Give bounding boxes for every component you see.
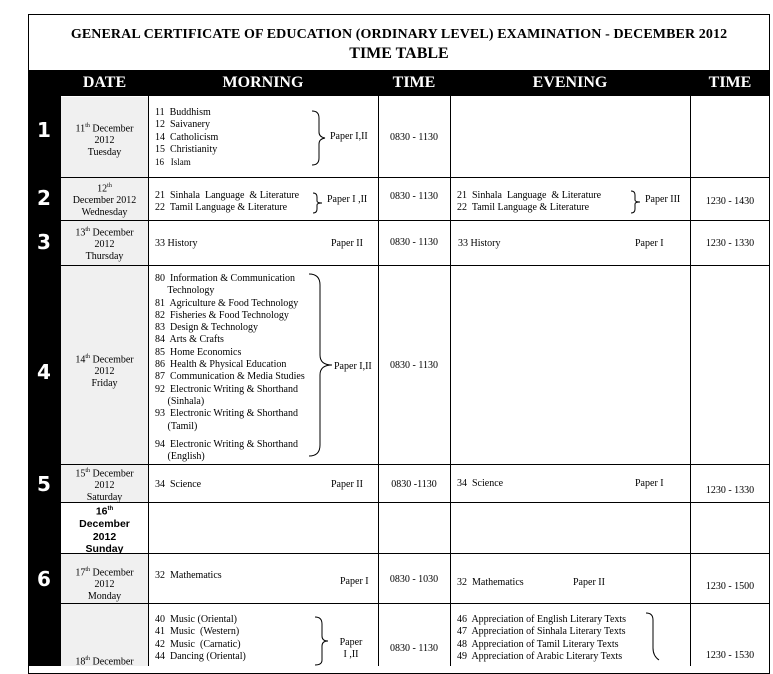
row-number: 5	[37, 472, 51, 496]
brace	[314, 616, 334, 666]
header-evening: EVENING	[532, 74, 608, 91]
paper-label: Paper II	[573, 577, 605, 588]
exam-time: 0830 - 1130	[390, 237, 438, 248]
header-evening-time: TIME	[708, 74, 752, 91]
row-number: 6	[37, 567, 51, 591]
subject-list: 40 Music (Oriental) 41 Music (Western) 42 Music (Carnatic) 44 Dancing (Oriental)	[155, 614, 246, 662]
date-cell: 13th December 2012 Thursday	[75, 227, 134, 263]
exam-time: 0830 - 1130	[390, 132, 438, 143]
date-cell: 15th December 2012 Saturday	[75, 468, 134, 504]
subject-item: 33 History	[458, 238, 501, 249]
exam-time: 1230 - 1330	[705, 485, 755, 496]
subject-list: 46 Appreciation of English Literary Texts 47 Appreciation of Sinhala Literary Texts 48 Appreciation of Tamil Literary Texts 49 Appreciation of Arabic Literary Texts	[457, 614, 627, 662]
subject-list: 80 Information & Communication Technology 81 Agriculture & Food Technology 82 Fisheries & Food Technology 83 Design & Technology 84 Arts & Crafts 85 Home Economics 86 Health & Physical Education 87 Communication & Media Studies 92 Electronic Writing & Shorthand (Sinhala) 93 Electronic Writing & Shorthand (Tamil) 94 Electronic Writing & Shorthand (English)	[155, 273, 305, 463]
row-number: 3	[37, 230, 51, 254]
brace	[630, 190, 644, 214]
exam-time: 1230 - 1530	[705, 650, 755, 661]
paper-label: Paper I ,II	[327, 194, 368, 205]
exam-time: 1230 - 1430	[705, 196, 755, 207]
subject-list: 21 Sinhala Language & Literature 22 Tamil Language & Literature	[457, 190, 602, 214]
row-number: 1	[37, 118, 51, 142]
subject-item: 32 Mathematics	[155, 570, 222, 581]
exam-time: 0830 - 1130	[390, 360, 438, 371]
paper-label: Paper II	[331, 479, 363, 490]
subject-item: 32 Mathematics	[457, 577, 524, 588]
date-cell: 11th December 2012 Tuesday	[75, 123, 134, 159]
exam-time: 0830 -1130	[391, 479, 437, 490]
header-morning-time: TIME	[392, 74, 436, 91]
brace	[310, 110, 330, 166]
paper-label: Paper I	[635, 478, 664, 489]
subject-list: 11 Buddhism 12 Saivanery 14 Catholicism 15 Christianity 16 Islam	[155, 107, 219, 168]
exam-time: 1230 - 1500	[705, 581, 755, 592]
exam-time: 0830 - 1130	[390, 643, 438, 654]
row-divider	[28, 177, 770, 178]
row-number: 2	[37, 186, 51, 210]
paper-label: Paper I,II	[334, 361, 372, 372]
brace	[308, 273, 334, 457]
exam-time: 1230 - 1330	[705, 238, 755, 249]
brace	[312, 192, 326, 214]
paper-label: Paper I ,II	[339, 637, 363, 661]
brace	[645, 612, 665, 667]
exam-time: 0830 - 1030	[389, 574, 439, 585]
subject-item: 34 Science	[155, 479, 202, 490]
paper-label: Paper II	[331, 238, 363, 249]
date-cell: 14th December 2012 Friday	[75, 354, 134, 390]
row-divider	[28, 220, 770, 221]
timetable-title: TIME TABLE	[349, 45, 449, 62]
date-cell: 17th December 2012 Monday	[75, 567, 134, 603]
date-cell: 18th December	[75, 656, 134, 668]
paper-label: Paper I,II	[330, 131, 368, 142]
subject-item: 33 History	[155, 238, 198, 249]
paper-label: Paper I	[340, 576, 369, 587]
grid-line	[148, 96, 149, 666]
exam-title: GENERAL CERTIFICATE OF EDUCATION (ORDINARY LEVEL) EXAMINATION - DECEMBER 2012	[70, 27, 728, 42]
header-morning: MORNING	[222, 74, 304, 91]
paper-label: Paper I	[635, 238, 664, 249]
exam-time: 0830 - 1130	[390, 191, 438, 202]
header-date: DATE	[82, 74, 127, 91]
date-cell: 12th December 2012 Wednesday	[72, 183, 137, 219]
date-cell-sunday: 16th December 2012 Sunday	[79, 505, 130, 555]
grid-line	[450, 96, 451, 666]
paper-label: Paper III	[645, 194, 681, 205]
row-number: 4	[37, 360, 51, 384]
subject-list: 21 Sinhala Language & Literature 22 Tamil Language & Literature	[155, 190, 300, 214]
row-divider	[28, 265, 770, 266]
subject-item: 34 Science	[457, 478, 504, 489]
